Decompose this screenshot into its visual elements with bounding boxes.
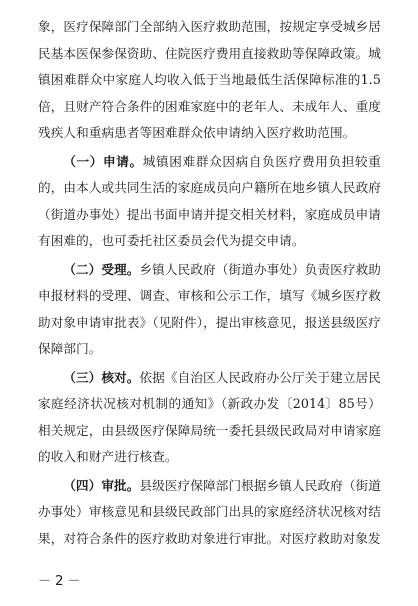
paragraph-5 <box>38 473 381 553</box>
paragraph-1-text: 象，医疗保障部门全部纳入医疗救助范围，按规定享受城乡居民基本医保参保资助、住院医疗费用直接救助等保障政策。城镇困难群众中家庭人均收入低于当地最低生活保障标准的1.5倍，且财产符合条件的困难家庭中的老年人、未成年人、重度残疾人和重病患者等困难群众依申请纳入医疗救助范围。 <box>38 19 381 140</box>
paragraph-3 <box>38 257 381 363</box>
paragraph-4-lead: （三）核对。 <box>63 369 140 385</box>
paragraph-4 <box>38 365 381 471</box>
paragraph-3-lead: （二）受理。 <box>63 261 140 277</box>
paragraph-2-text: 城镇困难群众因病自负医疗费用负担较重的，由本人或共同生活的家庭成员向户籍所在地乡镇人民政府（街道办事处）提出书面申请并提交相关材料，家庭成员申请有困难的，也可委托社区委员会代为提交申请。 <box>38 153 381 248</box>
paragraph-5-text: 县级医疗保障部门根据乡镇人民政府（街道办事处）审核意见和县级民政部门出具的家庭经济状况核对结果，对符合条件的医疗救助对象进行审批。对医疗救助对象发 <box>38 477 381 546</box>
paragraph-2-lead: （一）申请。 <box>63 153 143 169</box>
paragraph-3-text: 乡镇人民政府（街道办事处）负责医疗救助申报材料的受理、调查、审核和公示工作，填写《城乡医疗救助对象申请审批表》（见附件），提出审核意见，报送县级医疗保障部门。 <box>38 261 381 356</box>
paragraph-1 <box>38 14 381 147</box>
paragraph-5-lead: （四）审批。 <box>63 477 140 493</box>
paragraph-4-text: 依据《自治区人民政府办公厅关于建立居民家庭经济状况核对机制的通知》（新政办发〔2014〕85号）相关规定，由县级医疗保障局统一委托县级民政局对申请家庭的收入和财产进行核查。 <box>38 369 381 464</box>
page-number: － 2 － <box>38 574 81 589</box>
document-body <box>38 14 381 554</box>
paragraph-2 <box>38 149 381 255</box>
